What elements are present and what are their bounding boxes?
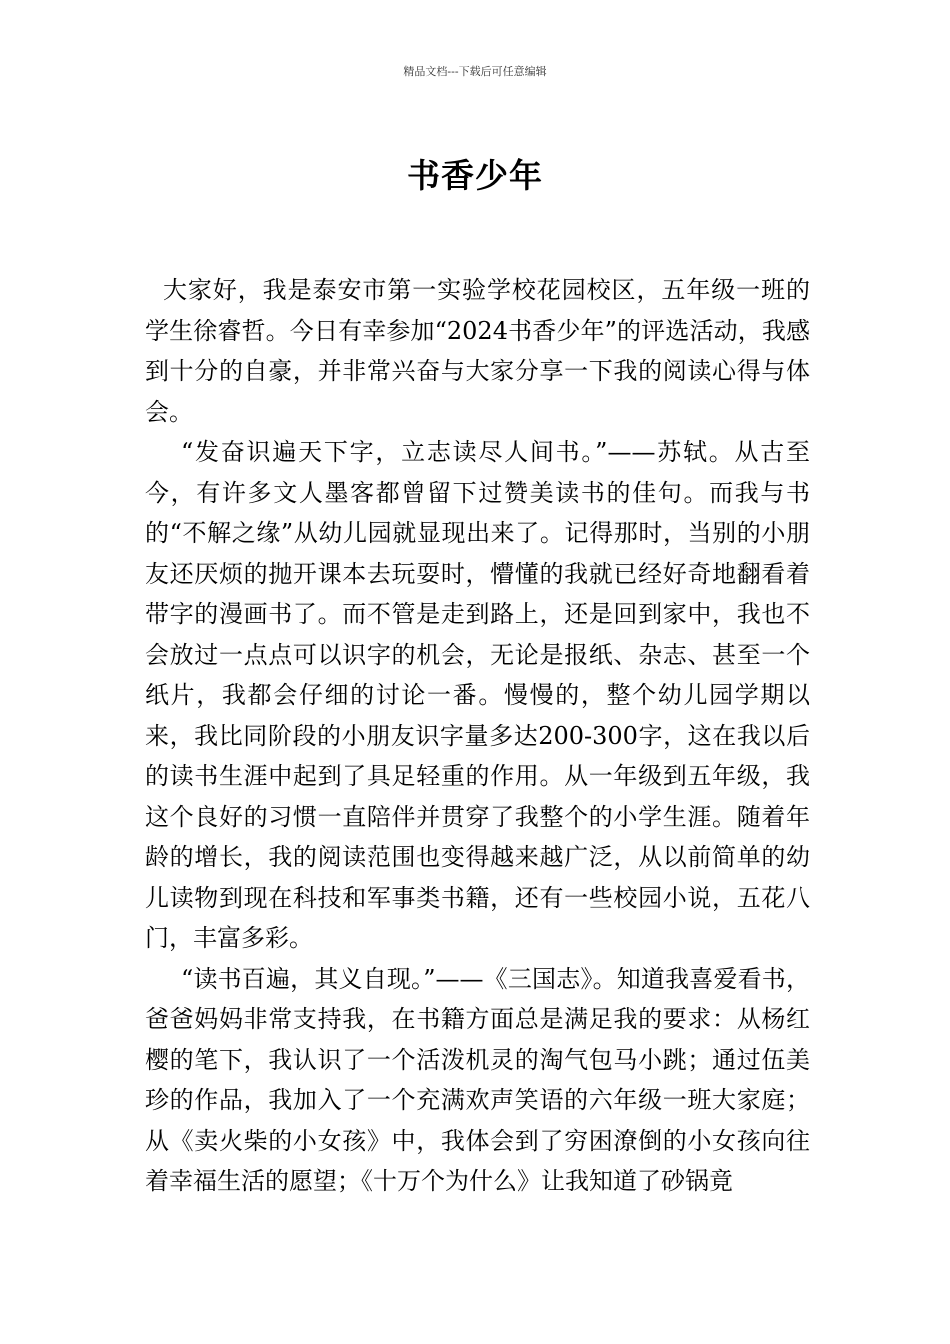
page-header: 精品文档---下载后可任意编辑: [403, 65, 547, 78]
document-title: 书香少年: [407, 156, 543, 195]
paragraph-sanguozhi-quote: “读书百遍，其义自现。”——《三国志》。知道我喜爱看书，爸爸妈妈非常支持我，在书籍方面总是满足我的要求：从杨红樱的笔下，我认识了一个活泼机灵的淘气包马小跳；通过伍美珍的作品，我加入了一个充满欢声笑语的六年级一班大家庭；从《卖火柴的小女孩》中，我体会到了穷困潦倒的小女孩向往着幸福生活的愿望；《十万个为什么》让我知道了砂锅竟: [145, 964, 810, 1195]
paragraph-intro: 大家好，我是泰安市第一实验学校花园校区，五年级一班的学生徐睿哲。今日有幸参加“2024书香少年”的评选活动，我感到十分的自豪，并非常兴奋与大家分享一下我的阅读心得与体会。: [145, 276, 810, 426]
paragraph-su-shi-quote: “发奋识遍天下字，立志读尽人间书。”——苏轼。从古至今，有许多文人墨客都曾留下过赞美读书的佳句。而我与书的“不解之缘”从幼儿园就显现出来了。记得那时，当别的小朋友还厌烦的抛开课本去玩耍时，懵懂的我就已经好奇地翻看着带字的漫画书了。而不管是走到路上，还是回到家中，我也不会放过一点点可以识字的机会，无论是报纸、杂志、甚至一个纸片，我都会仔细的讨论一番。慢慢的，整个幼儿园学期以来，我比同阶段的小朋友识字量多达200-300字，这在我以后的读书生涯中起到了具足轻重的作用。从一年级到五年级，我这个良好的习惯一直陪伴并贯穿了我整个的小学生涯。随着年龄的增长，我的阅读范围也变得越来越广泛，从以前简单的幼儿读物到现在科技和军事类书籍，还有一些校园小说，五花八门，丰富多彩。: [145, 438, 810, 952]
document-body: [145, 270, 810, 1202]
